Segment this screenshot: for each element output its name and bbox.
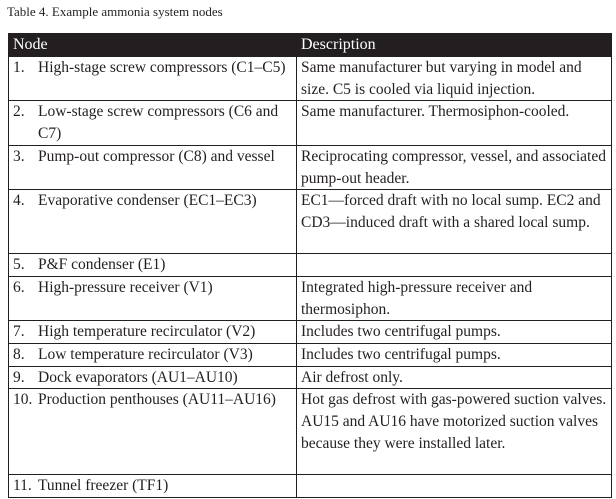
table-row [9, 475, 612, 498]
column-header-description: Description [297, 34, 612, 57]
table-row [9, 389, 612, 475]
node-number: 4. [13, 192, 25, 210]
node-number: 5. [13, 256, 25, 274]
node-name: High-stage screw compressors (C1–C5) [38, 59, 286, 76]
node-cell [9, 254, 297, 277]
table-row [9, 321, 612, 344]
node-name: Evaporative condenser (EC1–EC3) [38, 192, 257, 210]
description-cell: Includes two centrifugal pumps. [297, 344, 612, 367]
node-cell [9, 190, 297, 254]
node-cell [9, 389, 297, 475]
node-cell [9, 475, 297, 498]
table-header-row [9, 34, 612, 57]
node-name: High-pressure receiver (V1) [38, 278, 213, 296]
node-number: 3. [13, 147, 25, 165]
description-cell [297, 254, 612, 277]
column-header-node: Node [9, 34, 297, 57]
table-row [9, 190, 612, 254]
description-cell: Includes two centrifugal pumps. [297, 321, 612, 344]
node-cell [9, 366, 297, 389]
node-number: 11. [13, 477, 32, 495]
table-caption: Table 4. Example ammonia system nodes [7, 4, 223, 19]
node-number: 6. [13, 278, 25, 296]
node-name: Low-stage screw compressors (C6 and C7) [38, 103, 279, 143]
node-number: 1. [13, 59, 25, 76]
node-cell [9, 57, 297, 101]
description-cell: Integrated high-pressure receiver and thermosiphon. [297, 276, 612, 320]
table-row [9, 276, 612, 320]
node-number: 2. [13, 103, 25, 121]
node-number: 8. [13, 346, 25, 364]
node-name: Tunnel freezer (TF1) [38, 477, 169, 495]
table-row [9, 101, 612, 145]
node-name: P&F condenser (E1) [38, 256, 166, 274]
node-name: Low temperature recirculator (V3) [38, 346, 253, 364]
description-cell [297, 475, 612, 498]
description-cell: Same manufacturer. Thermosiphon-cooled. [297, 101, 612, 145]
node-cell [9, 101, 297, 145]
node-name: High temperature recirculator (V2) [38, 323, 256, 341]
node-cell [9, 344, 297, 367]
description-cell: Air defrost only. [297, 366, 612, 389]
description-cell: Same manufacturer but varying in model and size. C5 is cooled via liquid injection. [297, 57, 612, 101]
node-name: Pump-out compressor (C8) and vessel [38, 147, 275, 165]
node-name: Dock evaporators (AU1–AU10) [38, 368, 238, 386]
node-number: 7. [13, 323, 25, 341]
node-number: 9. [13, 368, 25, 386]
table-row [9, 145, 612, 189]
node-cell [9, 145, 297, 189]
node-cell [9, 321, 297, 344]
table-row [9, 254, 612, 277]
table-row [9, 344, 612, 367]
node-number: 10. [13, 391, 33, 409]
node-name: Production penthouses (AU11–AU16) [38, 391, 276, 409]
ammonia-nodes-table [8, 33, 612, 498]
table-row [9, 57, 612, 101]
description-cell: EC1—forced draft with no local sump. EC2 and CD3—induced draft with a shared local sump. [297, 190, 612, 254]
table-row [9, 366, 612, 389]
description-cell: Hot gas defrost with gas-powered suction valves. AU15 and AU16 have motorized suction valves because they were installed later. [297, 389, 612, 475]
description-cell: Reciprocating compressor, vessel, and associated pump-out header. [297, 145, 612, 189]
node-cell [9, 276, 297, 320]
